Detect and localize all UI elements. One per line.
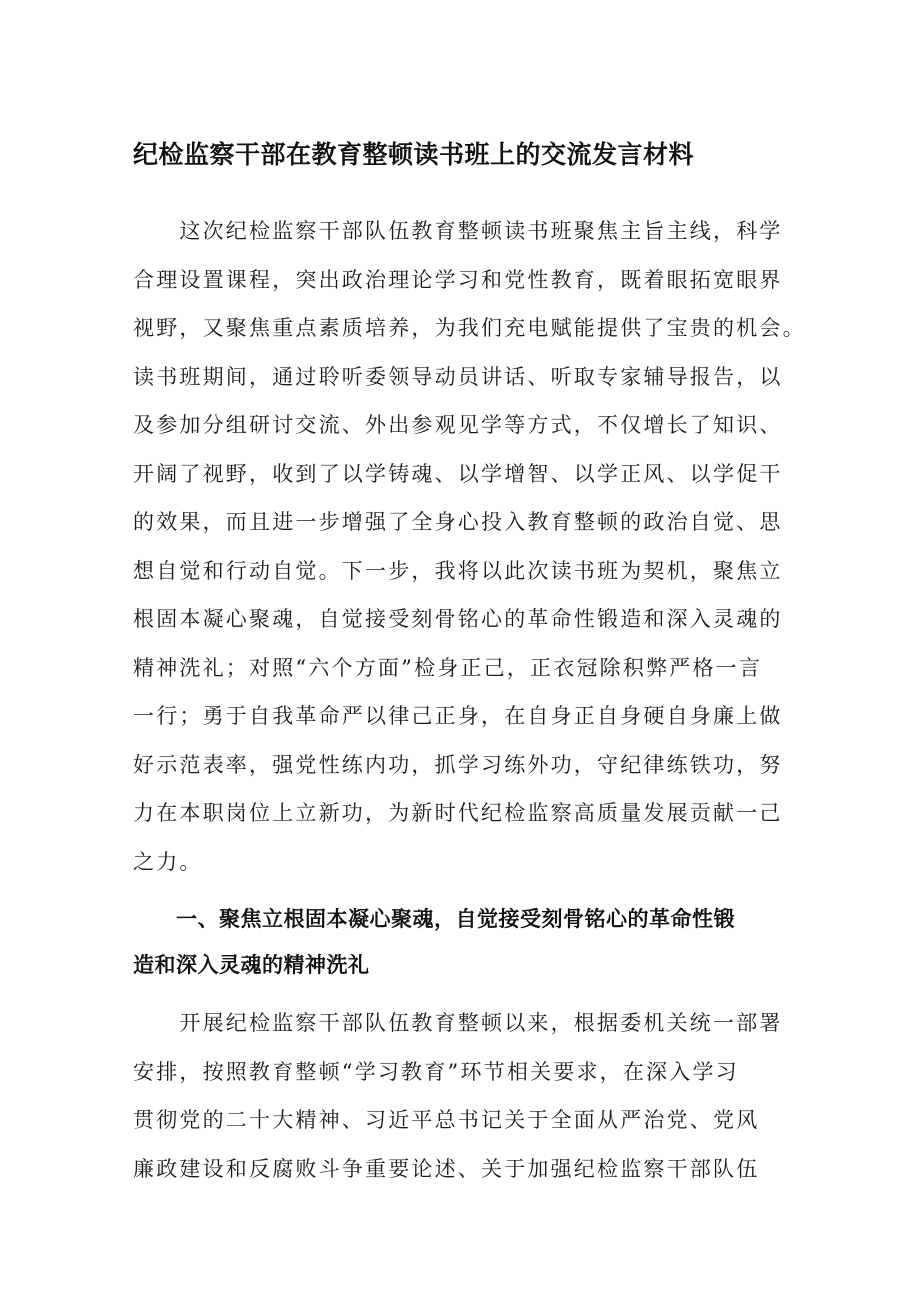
paragraph-line: 读书班期间，通过聆听委领导动员讲话、听取专家辅导报告，以 xyxy=(133,364,783,389)
section-1-paragraph xyxy=(133,999,793,1193)
paragraph-line: 力在本职岗位上立新功，为新时代纪检监察高质量发展贡献一己 xyxy=(133,801,783,825)
paragraph-line: 开阔了视野，收到了以学铸魂、以学增智、以学正风、以学促干 xyxy=(133,461,783,486)
paragraph-line: 安排，按照教育整顿“学习教育”环节相关要求，在深入学习 xyxy=(133,1059,739,1084)
paragraph-line: 一行；勇于自我革命严以律己正身，在自身正自身硬自身廉上做 xyxy=(133,704,783,728)
heading-line: 一、聚焦立根固本凝心聚魂，自觉接受刻骨铭心的革命性锻 xyxy=(133,907,735,931)
paragraph-line: 视野，又聚焦重点素质培养，为我们充电赋能提供了宝贵的机会。 xyxy=(133,316,806,340)
paragraph-line: 根固本凝心聚魂，自觉接受刻骨铭心的革命性锻造和深入灵魂的 xyxy=(133,607,783,631)
paragraph-line: 精神洗礼；对照“六个方面”检身正己，正衣冠除积弊严格一言 xyxy=(133,655,763,680)
paragraph-line: 之力。 xyxy=(133,849,203,874)
paragraph-line: 及参加分组研讨交流、外出参观见学等方式，不仅增长了知识、 xyxy=(133,413,783,437)
paragraph-line: 想自觉和行动自觉。下一步，我将以此次读书班为契机，聚焦立 xyxy=(133,558,783,583)
paragraph-line: 这次纪检监察干部队伍教育整顿读书班聚焦主旨主线，科学 xyxy=(133,219,783,243)
heading-line: 造和深入灵魂的精神洗礼 xyxy=(133,953,370,977)
paragraph-line: 好示范表率，强党性练内功，抓学习练外功，守纪律练铁功，努 xyxy=(133,752,783,777)
document-title: 纪检监察干部在教育整顿读书班上的交流发言材料 xyxy=(133,140,695,169)
intro-paragraph xyxy=(133,207,806,886)
paragraph-line: 贯彻党的二十大精神、习近平总书记关于全面从严治党、党风 xyxy=(133,1108,760,1132)
paragraph-line: 廉政建设和反腐败斗争重要论述、关于加强纪检监察干部队伍 xyxy=(133,1156,760,1181)
paragraph-line: 合理设置课程，突出政治理论学习和党性教育，既着眼拓宽眼界 xyxy=(133,267,783,292)
paragraph-line: 开展纪检监察干部队伍教育整顿以来，根据委机关统一部署 xyxy=(133,1011,783,1035)
paragraph-line: 的效果，而且进一步增强了全身心投入教育整顿的政治自觉、思 xyxy=(133,510,783,534)
section-heading-1 xyxy=(133,896,793,988)
